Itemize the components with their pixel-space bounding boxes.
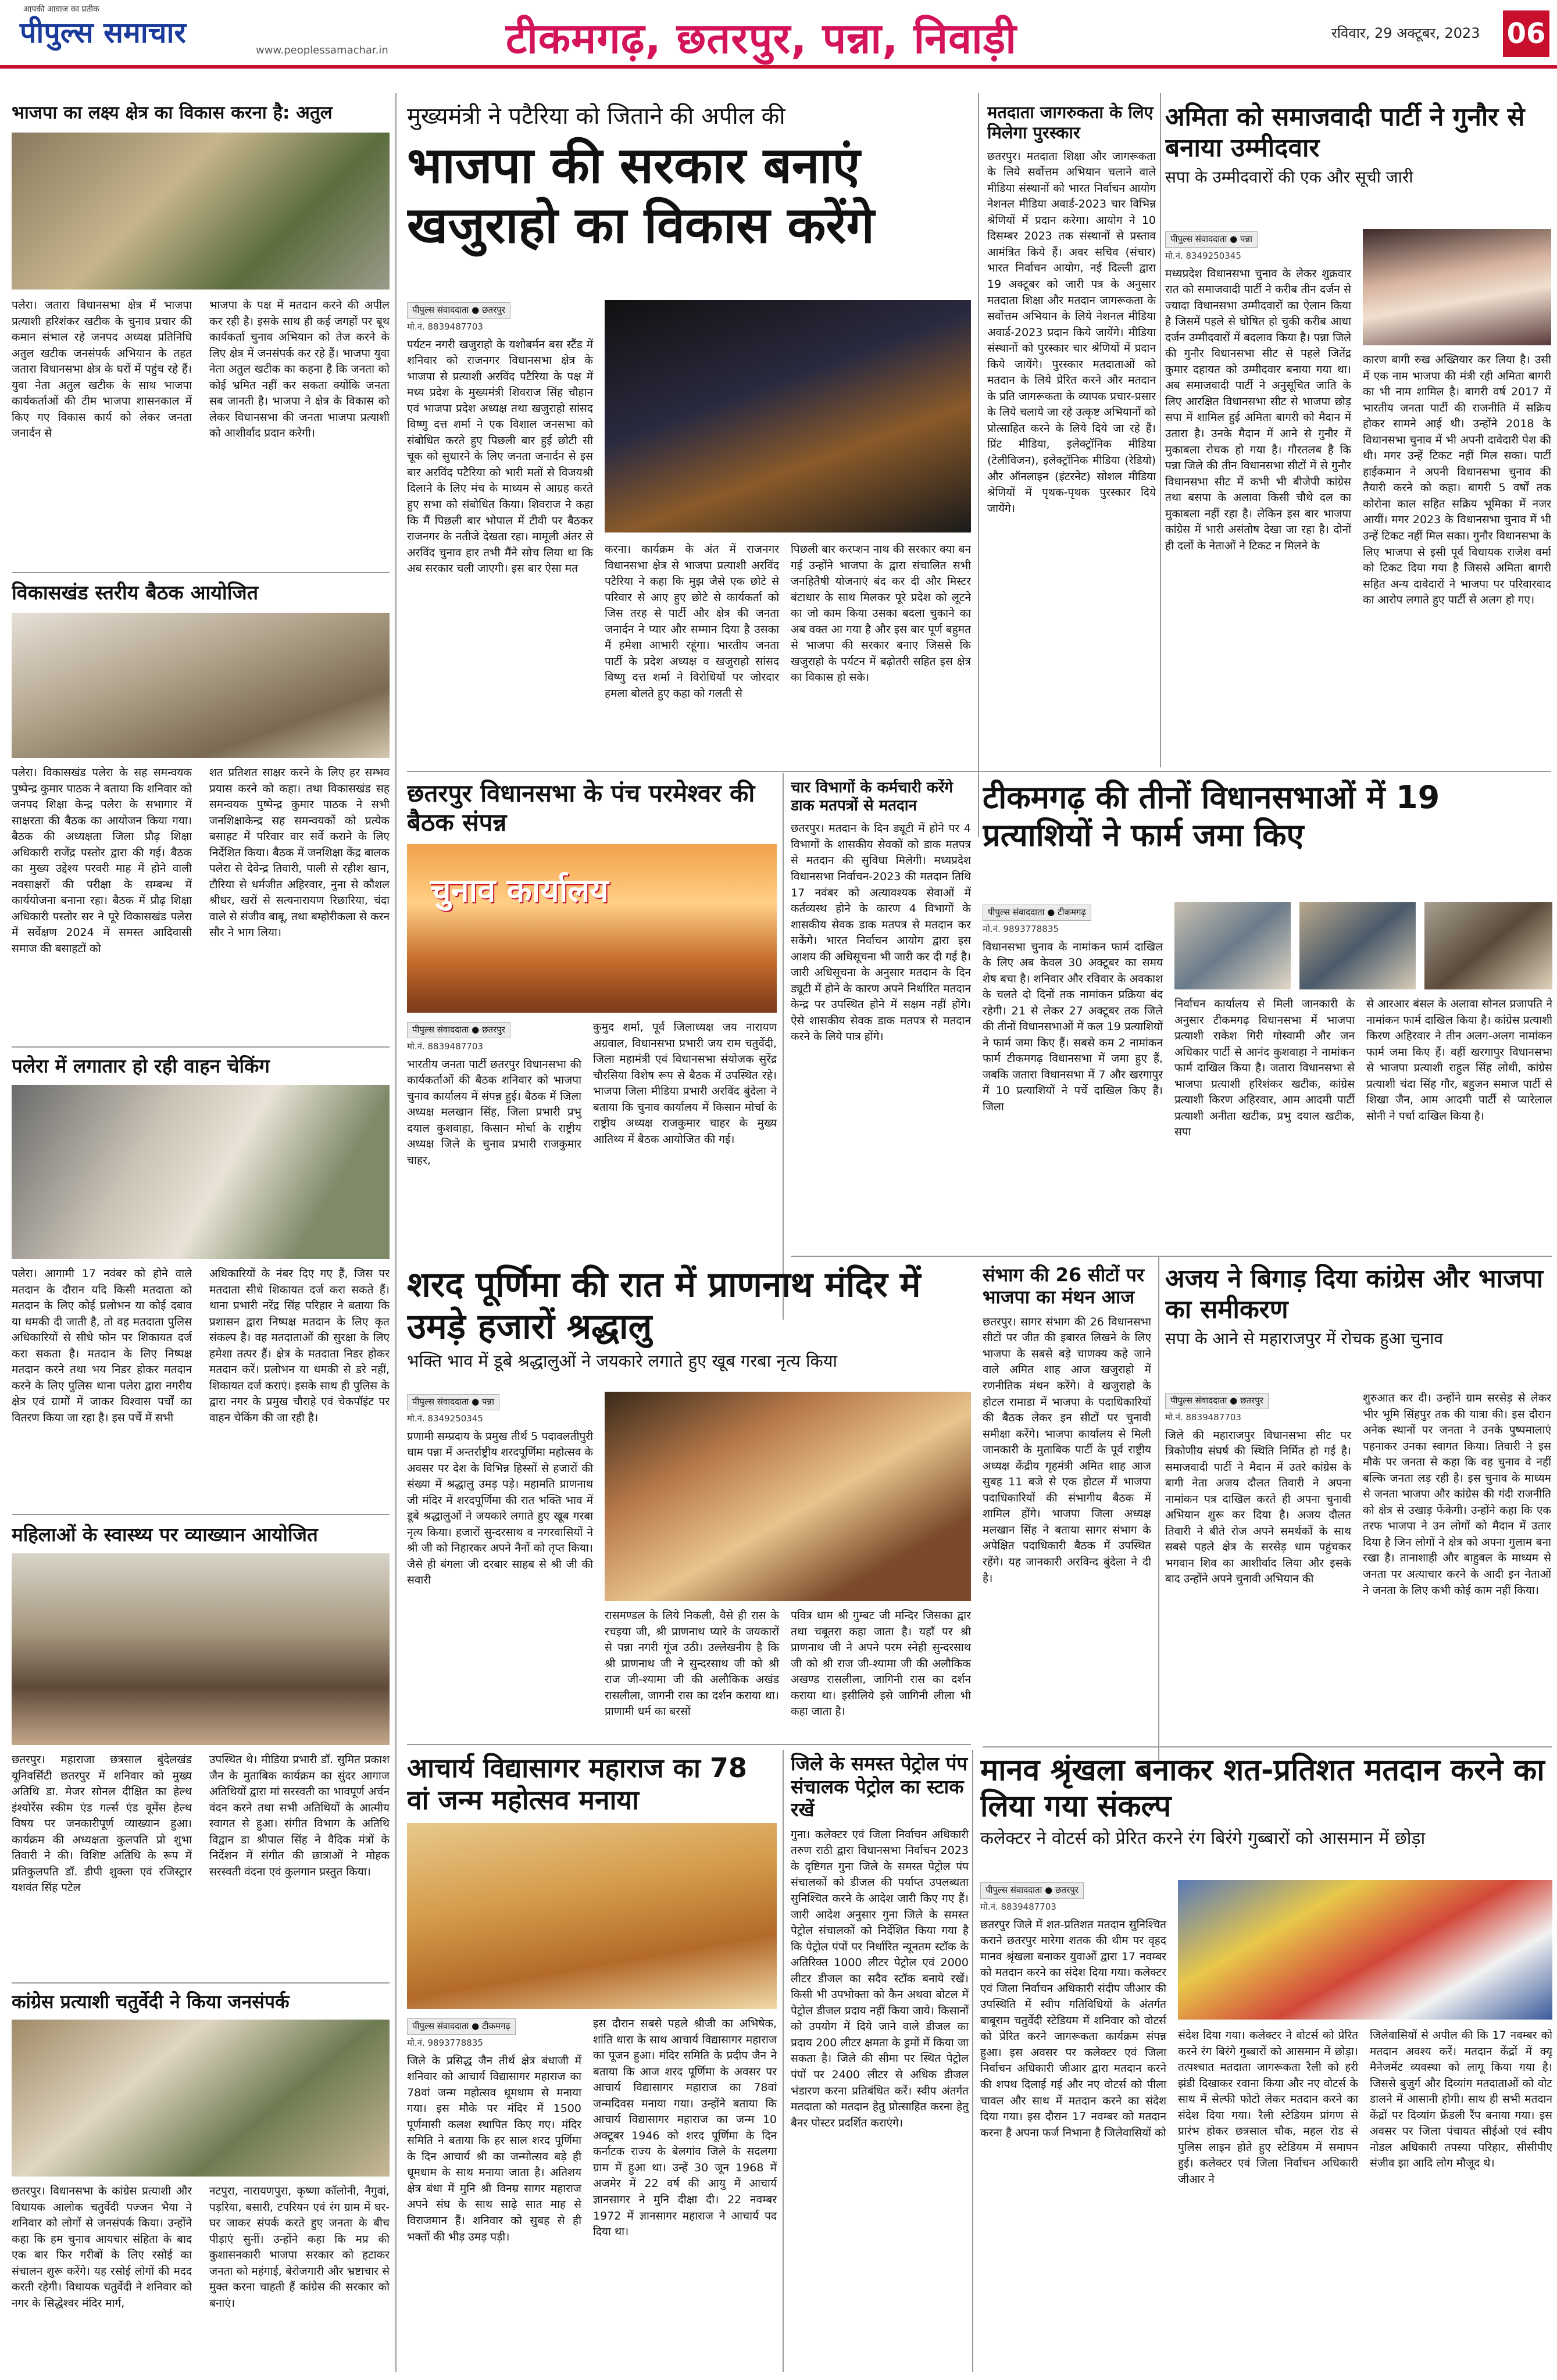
deck: कलेक्टर ने वोटर्स को प्रेरित करने रंग बिरंगे गुब्बारों को आसमान में छोड़ा bbox=[980, 1828, 1426, 1849]
lead-article-khajuraho bbox=[407, 102, 971, 771]
column-rule bbox=[1158, 1256, 1159, 1761]
column-rule bbox=[1160, 93, 1161, 767]
region-title: टीकमगढ़, छतरपुर, पन्ना, निवाड़ी bbox=[506, 14, 1017, 63]
article-body: छतरपुर। मतदान के दिन ड्यूटी में होने पर 4 विभागों के शासकीय सेवकों को डाक मतपत्र से मतदान की सुविधा मिलेगी। मध्यप्रदेश विधानसभा निर्वाचन-2023 की मतदान तिथि 17 नवंबर को अत्यावश्यक सेवाओं में कर्तव्यस्थ होने के कारण 4 विभागों के शासकीय सेवक डाक मतपत्र से मतदान कर सकेंगे। भारत निर्वाचन आयोग द्वारा इस आशय की अधिसूचना भी जारी कर दी गई है। जारी अधिसूचना के अनुसार मतदान के दिन ड्यूटी में होने के कारण अपने निर्धारित मतदान केन्द्र पर उपस्थित होने में सक्षम नहीं होंगे। ऐसे शासकीय सेवक डाक मतपत्र से मतदान करने के लिये पात्र होंगे। bbox=[791, 822, 971, 1044]
article-body: करना। कार्यक्रम के अंत में राजनगर विधानसभा क्षेत्र से भाजपा प्रत्याशी अरविंद पटैरिया ने कहा कि मुझ जैसे एक छोटे से परिवार से आए हुए छोटे से कार्यकर्ता को जिस तरह से पार्टी और क्षेत्र की जनता जनार्दन ने प्यार और सम्मान दिया है उसका मैं हमेशा आभारी रहूंगा। भारतीय जनता पार्टी के प्रदेश अध्यक्ष व खजुराहो सांसद विष्णु दत्त शर्मा ने विरोधियों पर जोरदार हमला बोलते हुए कहा को गलती से bbox=[605, 543, 779, 700]
reporter-credit: पीपुल्स संवाददाता ● छतरपुर bbox=[407, 302, 510, 319]
reporter-mobile: मो.नं. 8839487703 bbox=[407, 321, 483, 332]
banner-text: चुनाव कार्यालय bbox=[430, 872, 609, 910]
article-panch-parmeshwar bbox=[407, 779, 777, 1256]
article-body: भारतीय जनता पार्टी छतरपुर विधानसभा की कार्यकर्ताओं की बैठक शनिवार को भाजपा चुनाव कार्यालय में संपन्न हुई। बैठक में जिला अध्यक्ष मलखान सिंह, जिला प्रभारी प्रभु दयाल कुशवाहा, किसान मोर्चा के राष्ट्रीय अध्यक्ष जिले के चुनाव प्रभारी राजकुमार चाहर, bbox=[407, 1057, 581, 1167]
candidate-portrait bbox=[1363, 229, 1551, 345]
article-body: रासमण्डल के लिये निकली, वैसे ही रास के रचइया जी, श्री प्राणनाथ प्यारे के जयकारों से पन्ना नगरी गूंज उठी। उल्लेखनीय है कि श्री प्राणनाथ जी ने सुन्दरसाथ जी को श्री राज जी-श्यामा जी की अलौकिक अखंड रासलीला, जागनी रास का दर्शन कराया था। प्राणामी धर्म का बरसों bbox=[605, 1609, 779, 1718]
reporter-mobile: मो.नं. 8349250345 bbox=[407, 1413, 483, 1424]
reporter-credit: पीपुल्स संवाददाता ● पन्ना bbox=[1165, 231, 1258, 248]
article-block-meeting bbox=[12, 581, 390, 1041]
rule bbox=[12, 1982, 390, 1984]
article-body: जिले के प्रसिद्ध जैन तीर्थ क्षेत्र बंधाजी में शनिवार को आचार्य विद्यासागर महाराज का 78वां जन्म महोत्सव धूमधाम से मनाया गया। इस मौके पर मंदिर में 1500 पूर्णमासी कलश स्थापित किए गए। मंदिर समिति ने बताया कि हर साल शरद पूर्णिमा के दिन आचार्य श्री का जन्मोत्सव बड़े ही धूमधाम के साथ मनाया जाता है। अतिशय क्षेत्र बंधा में मुनि श्री विनम्र सागर महाराज अपने संघ के साथ साढ़े सात माह से विराजमान हैं। शनिवार को सुबह से ही भक्तों की भीड़ उमड़ पड़ी। bbox=[407, 2054, 581, 2243]
deck: सपा के आने से महाराजपुर में रोचक हुआ चुनाव bbox=[1165, 1328, 1443, 1348]
kicker: मुख्यमंत्री ने पटैरिया को जिताने की अपील की bbox=[407, 103, 785, 130]
article-body: पलेरा। विकासखंड पलेरा के सह समन्वयक पुष्पेन्द्र कुमार पाठक ने बताया कि शनिवार को जनपद शिक्षा केन्द्र पलेरा के सभागार में साक्षरता की बैठक का आयोजन किया गया। बैठक की अध्यक्षता जिला प्रौढ़ शिक्षा अधिकारी राजेंद्र पस्तोर द्वारा की गई। बैठक का मुख्य उद्देश्य परवरी माह में होने वाली नवसाक्षरों की परीक्षा के सम्बन्ध में कार्ययोजना बनाना रहा। बैठक में प्रौढ़ शिक्षा अधिकारी पस्तोर सर ने पूरे विकासखंड पलेरा में सर्वेक्षण 2024 में समस्त आदिवासी समाज की बसाहटों को bbox=[12, 766, 192, 956]
rule bbox=[12, 1046, 390, 1048]
celebration-photo bbox=[407, 1823, 777, 2009]
article-body: कुमुद शर्मा, पूर्व जिलाध्यक्ष जय नारायण अग्रवाल, विधानसभा प्रभारी जय राम चतुर्वेदी, जिला महामंत्री एवं विधानसभा संयोजक सुरेंद्र चौरसिया विशेष रूप से बैठक में उपस्थित रहे। भाजपा जिला मीडिया प्रभारी अरविंद बुंदेला ने बताया कि चुनाव कार्यालय में किसान मोर्चा के राष्ट्रीय अध्यक्ष राजकुमार चाहर के मुख्य आतिथ्य में बैठक आयोजित की गई। bbox=[593, 1021, 777, 1146]
devotees-photo bbox=[605, 1392, 971, 1601]
article-body: नटपुरा, नारायणपुरा, कृष्णा कॉलोनी, नैगुवां, पड़रिया, बसारी, टपरियन एवं रंग ग्राम में घर-घर जाकर संपर्क करते हुए जनता के बीच पीड़ाएं सुनीं। उन्होंने कहा कि मप्र की कुशासनकारी भाजपा सरकार को हटाकर जनता को महंगाई, बेरोजगारी और भ्रष्टाचार से मुक्त करना चाहती हैं कांग्रेस की सरकार को बनाएं। bbox=[209, 2185, 390, 2310]
headline: अजय ने बिगाड़ दिया कांग्रेस और भाजपा का समीकरण bbox=[1165, 1264, 1544, 1324]
article-body: विधानसभा चुनाव के नामांकन फार्म दाखिल के लिए अब केवल 30 अक्टूबर का समय शेष बचा है। शनिवार और रविवार के अवकाश के चलते दो दिनों तक नामांकन प्रक्रिया बंद रहेगी। 21 से लेकर 27 अक्टूबर तक जिले की तीनों विधानसभाओं में कल 19 प्रत्याशियों ने फार्म जमा किए हैं। सबसे कम 2 नामांकन फार्म टीकमगढ़ विधानसभा में जमा हुए हैं, जबकि जतारा विधानसभा में 7 और खरगापुर में 10 प्रत्याशियों ने पर्चे दाखिल किए हैं। जिला bbox=[983, 940, 1163, 1113]
article-body: छतरपुर। सागर संभाग की 26 विधानसभा सीटों पर जीत की इबारत लिखने के लिए भाजपा के सबसे बड़े चाणक्य कहे जाने वाले अमित शाह आज खजुराहो में रणनीतिक मंथन करेंगे। वे खजुराहो के होटल रामाडा में भाजपा के पदाधिकारियों की बैठक लेकर इन सीटों पर चुनावी समीक्षा करेंगे। भाजपा कार्यालय से मिली जानकारी के मुताबिक पार्टी के पूर्व राष्ट्रीय अध्यक्ष केंद्रीय गृहमंत्री अमित शाह आज सुबह 11 बजे से एक होटल में भाजपा पदाधिकारियों की संभागीय बैठक में शामिल होंगे। भाजपा जिला अध्यक्ष मलखान सिंह ने बताया सागर संभाग के अपेक्षित पदाधिकारी बैठक में उपस्थित रहेंगे। यह जानकारी अरविन्द बुंदेला ने दी है। bbox=[983, 1315, 1151, 1585]
headline: भाजपा का लक्ष्य क्षेत्र का विकास करना है: अतुल bbox=[12, 102, 333, 123]
article-body: अधिकारियों के नंबर दिए गए हैं, जिस पर मतदाता सीधे शिकायत दर्ज करा सकते हैं। थाना प्रभारी नरेंद्र सिंह परिहार ने बताया कि प्रशासन द्वारा निष्पक्ष मतदान के लिए कृत संकल्प है। वह मतदाताओं की सुरक्षा के लिए हमेशा तत्पर हैं। क्षेत्र के मतदाता निडर होकर मतदान करें। प्रलोभन या धमकी से डरे नहीं, शिकायत दर्ज कराएं। इसके साथ ही पुलिस के द्वारा नगर के प्रमुख चौराहे एवं चेकपॉइंट पर वाहन चेकिंग की जा रही है। bbox=[209, 1267, 390, 1424]
headline: संभाग की 26 सीटों पर भाजपा का मंथन आज bbox=[983, 1264, 1144, 1309]
newspaper-logo: पीपुल्स समाचार bbox=[20, 15, 186, 49]
rule bbox=[12, 1514, 390, 1515]
reporter-credit: पीपुल्स संवाददाता ● छतरपुर bbox=[980, 1882, 1084, 1899]
reporter-mobile: मो.नं. 8349250345 bbox=[1165, 250, 1241, 261]
article-vidyasagar bbox=[407, 1752, 777, 2374]
article-body: मध्यप्रदेश विधानसभा चुनाव के लेकर शुक्रवार रात को समाजवादी पार्टी ने करीब तीन दर्जन से ज्यादा विधानसभा उम्मीदवारों का ऐलान किया है जिसमें पहले से घोषित हो चुकी करीब आधा दर्जन उम्मीदवारों में बदलाव किया है। पन्ना जिले की गुनौर विधानसभा सीट से पहले जितेंद्र कुमार दहायत को उम्मीदवार बनाया गया था। अब समाजवादी पार्टी ने अनुसूचित जाति के लिए आरक्षित विधानसभा सीट से भाजपा छोड़ सपा में शामिल हुई अमिता बागरी को मैदान में उतारा है। उनके मैदान में आने से गुनौर में मुकाबला रोचक हो गया है। गौरतलब है कि पन्ना जिले की तीन विधानसभा सीटों में से गुनौर विधानसभा सीट में कभी भी बीजेपी कांग्रेस तथा बसपा के अलावा किसी चौथे दल का मुकाबला नहीं रहा है। लेकिन इस बार भाजपा कांग्रेस में भारी असंतोष देखा जा रहा है। दोनों ही दलों के नेताओं ने टिकट न मिलने के bbox=[1165, 267, 1351, 552]
column-rule bbox=[783, 1750, 784, 2372]
deck: सपा के उम्मीदवारों की एक और सूची जारी bbox=[1165, 167, 1413, 187]
article-body: पलेरा। आगामी 17 नवंबर को होने वाले मतदान के दौरान यदि किसी मतदाता को मतदान के लिए कोई प्रलोभन या कोई दबाव या धमकी दी जाती है, तो वह मतदाता पुलिस अधिकारियों से सीधे फोन पर शिकायत दर्ज करा सकता है। मतदान के लिए निष्पक्ष मतदान करने तथा भय निडर होकर मतदान करने के लिए पुलिस थाना पलेरा द्वारा नगरीय क्षेत्र एवं ग्रामों में जाकर विश्वास पर्चों का वितरण किया जा रहा है। इस पर्चे में सभी bbox=[12, 1267, 192, 1424]
page-number: 06 bbox=[1503, 10, 1549, 57]
nomination-photo bbox=[1174, 902, 1291, 989]
article-body: छतरपुर। मतदाता शिक्षा और जागरूकता के लिये सर्वोत्तम अभियान चलाने वाले मीडिया संस्थानों को भारत निर्वाचन आयोग नेशनल मीडिया अवार्ड-2023 चार विभिन्न श्रेणियों में प्रदान करेगा। आयोग ने 10 दिसम्बर 2023 तक संस्थानों से प्रस्ताव आमंत्रित किये हैं। अवर सचिव (संचार) भारत निर्वाचन आयोग, नई दिल्ली द्वारा 19 अक्टूबर को जारी पत्र के अनुसार मतदाता शिक्षा और मतदान जागरूकता के सर्वोत्तम अभियान के लिये नेशनल मीडिया अवार्ड-2023 प्रदान किये जायेंगे। मीडिया संस्थानों को पुरस्कार चार श्रेणियों में प्रदान किये जायेंगे। पुरस्कार मतदाताओं को मतदान के लिये प्रेरित करने और मतदान के प्रति जागरूकता के व्यापक प्रचार-प्रसार के लिये चलाये जा रहे उत्कृष्ट अभियानों को प्रोत्साहित करने के लिये दिये जा रहे हैं। प्रिंट मीडिया, इलेक्ट्रॉनिक मीडिया (टेलीविजन), इलेक्ट्रॉनिक मीडिया (रेडियो) और ऑनलाइन (इंटरनेट) सोशल मीडिया श्रेणियों में पृथक-पृथक पुरस्कार दिये जायेंगे। bbox=[987, 149, 1156, 515]
balloon-event-photo bbox=[1178, 1880, 1552, 2020]
reporter-credit: पीपुल्स संवाददाता ● टीकमगढ़ bbox=[983, 905, 1091, 921]
issue-date: रविवार, 29 अक्टूबर, 2023 bbox=[1331, 25, 1480, 41]
article-voter-awareness-award bbox=[987, 102, 1156, 765]
column-rule bbox=[783, 773, 784, 1320]
article-petrol-stock bbox=[791, 1752, 969, 2374]
article-body: से आरआर बंसल के अलावा सोनल प्रजापति ने नामांकन फार्म दाखिल किया है। कांग्रेस प्रत्याशी किरण अहिरवार ने तीन अलग-अलग नामांकन फार्म जमा किए हैं। वहीं खरगापुर विधानसभा से भाजपा प्रत्याशी राहुल सिंह लोधी, कांग्रेस प्रत्याशी चंदा सिंह गौर, बहुजन समाज पार्टी से शिखा जैन, आम आदमी पार्टी से प्यारेलाल सोनी ने पर्चा दाखिल किया है। bbox=[1366, 998, 1552, 1123]
headline: मतदाता जागरुकता के लिए मिलेगा पुरस्कार bbox=[987, 102, 1154, 142]
column-rule bbox=[395, 93, 397, 2372]
article-human-chain bbox=[980, 1752, 1552, 2374]
rule bbox=[407, 1744, 971, 1745]
headline: छतरपुर विधानसभा के पंच परमेश्वर की बैठक संपन्न bbox=[407, 779, 755, 837]
deck: भक्ति भाव में डूबे श्रद्धालुओं ने जयकारे लगाते हुए खूब गरबा नृत्य किया bbox=[407, 1351, 838, 1371]
article-body: निर्वाचन कार्यालय से मिली जानकारी के अनुसार टीकमगढ़ विधानसभा में भाजपा प्रत्याशी राकेश गिरी गोस्वामी और जन अधिकार पार्टी से आनंद कुशवाहा ने नामांकन फार्म दाखिल किया है। जतारा विधानसभा से भाजपा प्रत्याशी हरिशंकर खटीक, कांग्रेस प्रत्याशी किरण अहिरवार, आम आदमी पार्टी प्रत्याशी अनीता खटीक, प्रभु दयाल खटीक, सपा bbox=[1174, 998, 1355, 1139]
article-postal-ballot bbox=[791, 779, 971, 1256]
headline: मानव श्रृंखला बनाकर शत-प्रतिशत मतदान करने का लिया गया संकल्प bbox=[980, 1753, 1545, 1824]
reporter-mobile: मो.नं. 9893778835 bbox=[983, 923, 1059, 934]
reporter-mobile: मो.नं. 8839487703 bbox=[980, 1901, 1056, 1912]
rule bbox=[12, 572, 390, 573]
article-body: पिछली बार करप्शन नाथ की सरकार क्या बन गई उन्होंने भाजपा के द्वारा संचालित सभी जनहितैषी योजनाएं बंद कर दी और मिस्टर बंटाधार के साथ मिलकर पूरे प्रदेश को लूटने का जो काम किया उसका बदला चुकाने का अब वक्त आ गया है और इस बार पूर्ण बहुमत से भाजपा की सरकार बनाए जिससे कि खजुराहो के पर्यटन में बढ़ोतरी सहित इस क्षेत्र का विकास हो सके। bbox=[791, 543, 971, 684]
reporter-mobile: मो.नं. 9893778835 bbox=[407, 2037, 483, 2048]
election-office-photo bbox=[407, 844, 777, 1013]
article-sharad-purnima bbox=[407, 1264, 971, 1741]
headline: चार विभागों के कर्मचारी करेंगे डाक मतपत्रों से मतदान bbox=[791, 779, 953, 815]
article-body: पलेरा। जतारा विधानसभा क्षेत्र में भाजपा प्रत्याशी हरिशंकर खटीक के चुनाव प्रचार की कमान संभाल रहे जनपद अध्यक्ष प्रतिनिधि अतुल खटीक जनसंपर्क अभियान के तहत जतारा विधानसभा क्षेत्र के घरों में पहुंच रहे हैं। युवा नेता अतुल खटीक के साथ भाजपा कार्यकर्ताओं की टीम भाजपा शासनकाल में किए गए विकास कार्य को लेकर जनता जनार्दन से bbox=[12, 299, 192, 440]
rule bbox=[983, 1746, 1552, 1748]
meeting-photo bbox=[12, 613, 390, 758]
article-body: जिले की महाराजपुर विधानसभा सीट पर त्रिकोणीय संघर्ष की स्थिति निर्मित हो गई है। समाजवादी पार्टी ने मैदान में उतरे कांग्रेस के बागी नेता अजय दौलत तिवारी ने अपना नामांकन पत्र दाखिल करते ही अपना चुनावी अभियान शुरू कर दिया है। अजय दौलत तिवारी ने बीते रोज अपने समर्थकों के साथ सबसे पहले क्षेत्र के सरसेड़ धाम पहुंचकर भगवान शिव का आशीर्वाद लिया और इसके बाद उन्होंने अपने चुनावी अभियान की bbox=[1165, 1428, 1351, 1586]
nomination-photo bbox=[1424, 902, 1552, 989]
rally-photo bbox=[605, 300, 971, 533]
article-congress-campaign bbox=[12, 1991, 390, 2374]
reporter-credit: पीपुल्स संवाददाता ● पन्ना bbox=[407, 1394, 499, 1410]
article-nomination-forms bbox=[983, 779, 1552, 1256]
headline: पलेरा में लगातार हो रही वाहन चेकिंग bbox=[12, 1055, 270, 1077]
article-body: शुरुआत कर दी। उन्होंने ग्राम सरसेड़ से लेकर भीर भूमि सिंहपुर तक की यात्रा की। इस दौरान अनेक स्थानों पर जनता ने उनके पुष्पमालाएं पहनाकर उनका स्वागत किया। तिवारी ने इस मौके पर जनता से कहा कि वह चुनाव वे नहीं बल्कि जनता लड़ रही है। इस चुनाव के माध्यम से जनता भाजपा और कांग्रेस की गंदी राजनीति को क्षेत्र से उखाड़ फेंकेगी। उन्होंने कहा कि एक तरफ भाजपा ने उन लोगों को मैदान में उतार दिया है जिन लोगों ने क्षेत्र को अपना गुलाम बना रखा है। तानाशाही और बाहुबल के माध्यम से जनता पर अत्याचार करने के आदी इन नेताओं ने जनता के लिए कभी कोई काम नहीं किया। bbox=[1363, 1392, 1551, 1597]
article-body: इस दौरान सबसे पहले श्रीजी का अभिषेक, शांति धारा के साथ आचार्य विद्यासागर महाराज का पूजन हुआ। मंदिर समिति के प्रदीप जैन ने बताया कि आज शरद पूर्णिमा के अवसर पर आचार्य विद्यासागर महाराज का 78वां जन्मदिवस मनाया गया। उन्होंने बताया कि आचार्य विद्यासागर महाराज का जन्म 10 अक्टूबर 1946 को शरद पूर्णिमा के दिन कर्नाटक राज्य के बेलगांव जिले के सदलगा ग्राम में हुआ था। उन्हें 30 जून 1968 में अजमेर में 22 वर्ष की आयु में आचार्य ज्ञानसागर ने मुनि दीक्षा दी। 22 नवम्बर 1972 में ज्ञानसागर महाराज ने आचार्य पद दिया था। bbox=[593, 2017, 777, 2239]
headline: भाजपा की सरकार बनाएं खजुराहो का विकास करेंगे bbox=[407, 137, 874, 255]
masthead bbox=[0, 0, 1557, 69]
headline: टीकमगढ़ की तीनों विधानसभाओं में 19 प्रत्याशियों ने फार्म जमा किए bbox=[983, 779, 1440, 853]
article-body: छतरपुर। विधानसभा के कांग्रेस प्रत्याशी और विधायक आलोक चतुर्वेदी पज्जन भैया ने शनिवार को लोगों से जनसंपर्क किया। उन्होंने कहा कि हम चुनाव आयचार संहिता के बाद एक बार फिर गरीबों के लिए रसोई का संचालन शुरू करेंगे। यह रसोई लोगों की मदद करती रहेगी। विधायक चतुर्वेदी ने शनिवार को नगर के सिद्धेश्वर मंदिर मार्ग, bbox=[12, 2185, 192, 2310]
article-bjp-development bbox=[12, 102, 390, 573]
article-body: गुना। कलेक्टर एवं जिला निर्वाचन अधिकारी तरुण राठी द्वारा विधानसभा निर्वाचन 2023 के दृष्टिगत गुना जिले के समस्त पेट्रोल पंप संचालकों को डीजल की पर्याप्त उपलब्धता सुनिश्चित करने के आदेश जारी किए गए हैं। जारी आदेश अनुसार गुना जिले के समस्त पेट्रोल संचालकों को निर्देशित किया गया है कि पेट्रोल पंपों पर निर्धारित न्यूनतम स्टॉक के अतिरिक्त 1000 लीटर पेट्रोल एवं 2000 लीटर डीजल का सदैव स्टॉक बनाये रखें। किसी भी उपभोक्ता को कैन अथवा बोटल में पेट्रोल डीजल प्रदाय नहीं किया जाये। किसानों को उपयोग में दिये जाने वाले डीजल का प्रदाय 200 लीटर क्षमता के ड्रमों में किया जा सकता है। जिले की सीमा पर स्थित पेट्रोल पंपों पर 2400 लीटर से अधिक डीजल भंडारण करना प्रतिबंधित करें। स्वीप अंतर्गत मतदाता को मतदान हेतु प्रोत्साहित करना हेतु बैनर पोस्टर प्रदर्शित कराएंगे। bbox=[791, 1828, 969, 2129]
article-women-health bbox=[12, 1523, 390, 1977]
article-body: प्रणामी सम्प्रदाय के प्रमुख तीर्थ 5 पदावलतीपुरी धाम पन्ना में अन्तर्राष्ट्रीय शरदपूर्णिमा महोत्सव के अवसर पर देश के विभिन्न हिस्सों से हजारों की संख्या में श्रद्धालु उमड़ पड़े। महामति प्राणनाथ जी मंदिर में शरदपूर्णिमा की रात भक्ति भाव में डूबे श्रद्धालुओं ने जयकारे लगाते हुए खूब गरबा नृत्य किया। हजारों सुन्दरसाथ व नगरवासियों ने श्री जी को निहारकर अपने नैनों को तृप्त किया। जैसे ही बंगला जी दरबार साहब से श्री जी की सवारी bbox=[407, 1430, 593, 1587]
article-bjp-meeting-division bbox=[983, 1264, 1151, 1746]
article-amita-sp-candidate bbox=[1165, 102, 1551, 765]
article-body: छतरपुर। महाराजा छत्रसाल बुंदेलखंड यूनिवर्सिटी छतरपुर में शनिवार को मुख्य अतिथि डा. मेजर सोनल दीक्षित का हेल्थ इंश्योरेंस स्कीम एंड गर्ल्स एंड वूमेंस हेल्थ विषय पर जनकारीपूर्ण व्याख्यान हुआ। कार्यक्रम की अध्यक्षता कुलपति प्रो शुभा तिवारी ने की। विशिष्ट अतिथि के रूप में प्रतिकुलपति डॉ. डीपी शुक्ला एवं रजिस्ट्रार यशवंत सिंह पटेल bbox=[12, 1753, 192, 1895]
article-body: पवित्र धाम श्री गुम्बट जी मन्दिर जिसका द्वार तथा चबूतरा कहा जाता है। यहाँ पर श्री प्राणनाथ जी ने अपने परम स्नेही सुन्दरसाथ जी को श्री राज जी-श्यामा जी की अलौकिक अखण्ड रासलीला, जागिनी रास का दर्शन कराया था। इसीलिये इसे जागिनी लीला भी कहा जाता है। bbox=[791, 1609, 971, 1718]
lecture-photo bbox=[12, 1553, 390, 1745]
article-body: कारण बागी रुख अख्तियार कर लिया है। उसी में एक नाम भाजपा की मंत्री रही अमिता बागरी का भी नाम शामिल है। बागरी वर्ष 2017 में भारतीय जनता पार्टी की राजनीति में सक्रिय होकर सामने आई थी। उन्होंने 2018 के विधानसभा चुनाव में भी अपनी दावेदारी पेश की थी। मगर उन्हें टिकट नहीं मिल सका। पार्टी हाईकमान ने अपनी विधानसभा चुनाव की तैयारी करने को कहा। बागरी 5 वर्षों तक कोरोना काल सहित सक्रिय भूमिका में नजर आयीं। मगर 2023 के विधानसभा चुनाव में भी उन्हें टिकट नहीं मिल सका। गुनौर विधानसभा के लिए भाजपा से इसी पूर्व विधायक राजेश वर्मा को टिकट दिया गया है जिससे अमिता बागरी सहित अन्य दावेदारों ने भाजपा पर परिवारवाद का आरोप लगाते हुए पार्टी से अलग हो गए। bbox=[1363, 353, 1551, 607]
article-body: छतरपुर जिले में शत-प्रतिशत मतदान सुनिश्चित कराने छतरपुर मारेगा शतक की थीम पर वृहद मानव श्रृंखला बनाकर युवाओं द्वारा 17 नवम्बर को मतदान करने का संदेश दिया गया। कलेक्टर एवं जिला निर्वाचन अधिकारी संदीप जीआर की उपस्थिति में स्वीप गतिविधियों के अंतर्गत बाबूराम चतुर्वेदी स्टेडियम में शनिवार को वोटर्स को प्रेरित करने जागरूकता कार्यक्रम संपन्न हुआ। इस अवसर पर कलेक्टर एवं जिला निर्वाचन अधिकारी जीआर द्वारा मतदान करने की शपथ दिलाई गई और नए वोटर्स को पीला चावल और साथ में मतदान करने का संदेश दिया गया। इस दौरान 17 नवम्बर को मतदान करना है अपना फर्ज निभाना है जिलेवासियों को bbox=[980, 1918, 1166, 2139]
nomination-photo bbox=[1299, 902, 1416, 989]
headline: आचार्य विद्यासागर महाराज का 78 वां जन्म महोत्सव मनाया bbox=[407, 1752, 747, 1816]
column-rule bbox=[978, 93, 979, 837]
article-body: पर्यटन नगरी खजुराहो के यशोबर्मन बस स्टैंड में शनिवार को राजनगर विधानसभा क्षेत्र के भाजपा से प्रत्याशी अरविंद पटैरिया के पक्ष में मध्य प्रदेश के मुख्यमंत्री शिवराज सिंह चौहान एवं भाजपा प्रदेश अध्यक्ष तथा खजुराहो सांसद विष्णु दत्त शर्मा ने एक विशाल जनसभा को संबोधित करते हुए पिछली बार हुई छोटी सी चूक को सुधारने के लिए जनता जनार्दन से इस बार अरविंद पटैरिया को भारी मतों से विजयश्री दिलाने के लिए मंच के माध्यम से आग्रह करते हुए सभा को संबोधित किया। शिवराज ने कहा कि मैं पिछली बार भोपाल में टीवी पर बैठकर राजनगर के नतीजे देखता रहा। मामूली अंतर से अरविंद चुनाव हार तभी मैंने सोच लिया था कि अब सरकार चली जाएगी। इस बार ऐसा मत bbox=[407, 338, 593, 576]
rule bbox=[407, 771, 1551, 772]
campaign-photo bbox=[12, 2020, 390, 2177]
reporter-credit: पीपुल्स संवाददाता ● छतरपुर bbox=[1165, 1393, 1269, 1409]
article-body: जिलेवासियों से अपील की कि 17 नवम्बर को मतदान अवश्य करें। मतदान केंद्रों में क्यू मैनेजमेंट व्यवस्था को लागू किया गया है। जिससे बुजुर्ग और दिव्यांग मतदाताओं को वोट डालने में आसानी होगी। साथ ही सभी मतदान केंद्रों पर दिव्यांग फ्रेंडली रैंप बनाया गया। इस अवसर पर जिला पंचायत सीईओ एवं स्वीप नोडल अधिकारी तपस्या परिहार, सीसीपीए संजीव झा आदि लोग मौजूद थे। bbox=[1370, 2029, 1552, 2170]
headline: महिलाओं के स्वास्थ्य पर व्याख्यान आयोजित bbox=[12, 1523, 318, 1546]
campaign-photo bbox=[12, 133, 390, 290]
headline: जिले के समस्त पेट्रोल पंप संचालक पेट्रोल का स्टाक रखें bbox=[791, 1752, 968, 1821]
headline: विकासखंड स्तरीय बैठक आयोजित bbox=[12, 581, 259, 605]
reporter-credit: पीपुल्स संवाददाता ● छतरपुर bbox=[407, 1022, 510, 1038]
rule bbox=[791, 1256, 1552, 1257]
website: www.peoplessamachar.in bbox=[256, 44, 388, 56]
tagline: आपकी आवाज का प्रतीक bbox=[23, 5, 99, 14]
article-body: भाजपा के पक्ष में मतदान करने की अपील कर रही है। इसके साथ ही कई जगहों पर बूथ कार्यकर्ता चुनाव अभियान को तेज करने के लिए क्षेत्र में जनसंपर्क कर रहे हैं। भाजपा युवा नेता अतुल खटीक का कहना है कि जनता को कोई भ्रमित नहीं कर सकता क्योंकि जनता सब जानती है। भाजपा ने क्षेत्र के विकास को लेकर विधानसभा की जनता भाजपा प्रत्याशी को आशीर्वाद प्रदान करेगी। bbox=[209, 299, 390, 440]
article-body: संदेश दिया गया। कलेक्टर ने वोटर्स को प्रेरित करने रंग बिरंगे गुब्बारों को आसमान में छोड़ा। तत्पश्चात मतदाता जागरूकता रैली को हरी झंडी दिखाकर रवाना किया और नए वोटर्स के साथ में सेल्फी फोटो लेकर मतदान करने का संदेश दिया गया। रैली स्टेडियम प्रांगण से प्रारंभ होकर छत्रसाल चौक, महल रोड से पुलिस लाइन होते हुए स्टेडियम में समापन हुई। कलेक्टर एवं जिला निर्वाचन अधिकारी जीआर ने bbox=[1178, 2029, 1358, 2186]
reporter-credit: पीपुल्स संवाददाता ● टीकमगढ़ bbox=[407, 2018, 516, 2035]
reporter-mobile: मो.नं. 8839487703 bbox=[1165, 1411, 1241, 1423]
headline: अमिता को समाजवादी पार्टी ने गुनौर से बनाया उम्मीदवार bbox=[1165, 102, 1525, 163]
article-body: शत प्रतिशत साक्षर करने के लिए हर सम्भव प्रयास करने को कहा। तथा विकासखंड सह समन्वयक पुष्पेन्द्र कुमार पाठक ने सभी जनशिक्षाकेन्द्र सह समन्वयकों को प्रत्येक बसाहट में परिवार वार सर्वे कराने के लिए निर्देशित किया। बैठक में जनशिक्षा केंद्र बालक पलेरा से देवेन्द्र तिवारी, पाली से रहीश खान, टौरिया से धर्मजीत अहिरवार, नुना से कौशल श्रीधर, खरों से सत्यनारायण रिछारिया, चंदा वाले से संजीव बाबू, तथा बम्होरीकला से करन सौर ने भाग लिया। bbox=[209, 766, 390, 939]
article-ajay-equation bbox=[1165, 1264, 1551, 1746]
article-vehicle-check bbox=[12, 1055, 390, 1508]
headline: शरद पूर्णिमा की रात में प्राणनाथ मंदिर में उमड़े हजारों श्रद्धालु bbox=[407, 1264, 921, 1347]
column-rule bbox=[972, 1750, 973, 2372]
article-body: उपस्थित थे। मीडिया प्रभारी डॉ. सुमित प्रकाश जैन के मुताबिक कार्यक्रम का सुंदर आगाज अतिथियों द्वारा मां सरस्वती का भावपूर्ण अर्चन वंदन करने तथा सभी अतिथियों के आत्मीय स्वागत से हुआ। संगीत विभाग के अतिथि विद्वान डा श्रीपाल सिंह ने वैदिक मंत्रों के निर्देशन में संगीत की छात्राओं ने मोहक सरस्वती वंदना एवं कुलगान प्रस्तुत किया। bbox=[209, 1753, 390, 1878]
police-checking-photo bbox=[12, 1085, 390, 1259]
reporter-mobile: मो.नं. 8839487703 bbox=[407, 1041, 483, 1052]
headline: कांग्रेस प्रत्याशी चतुर्वेदी ने किया जनसंपर्क bbox=[12, 1991, 290, 2013]
